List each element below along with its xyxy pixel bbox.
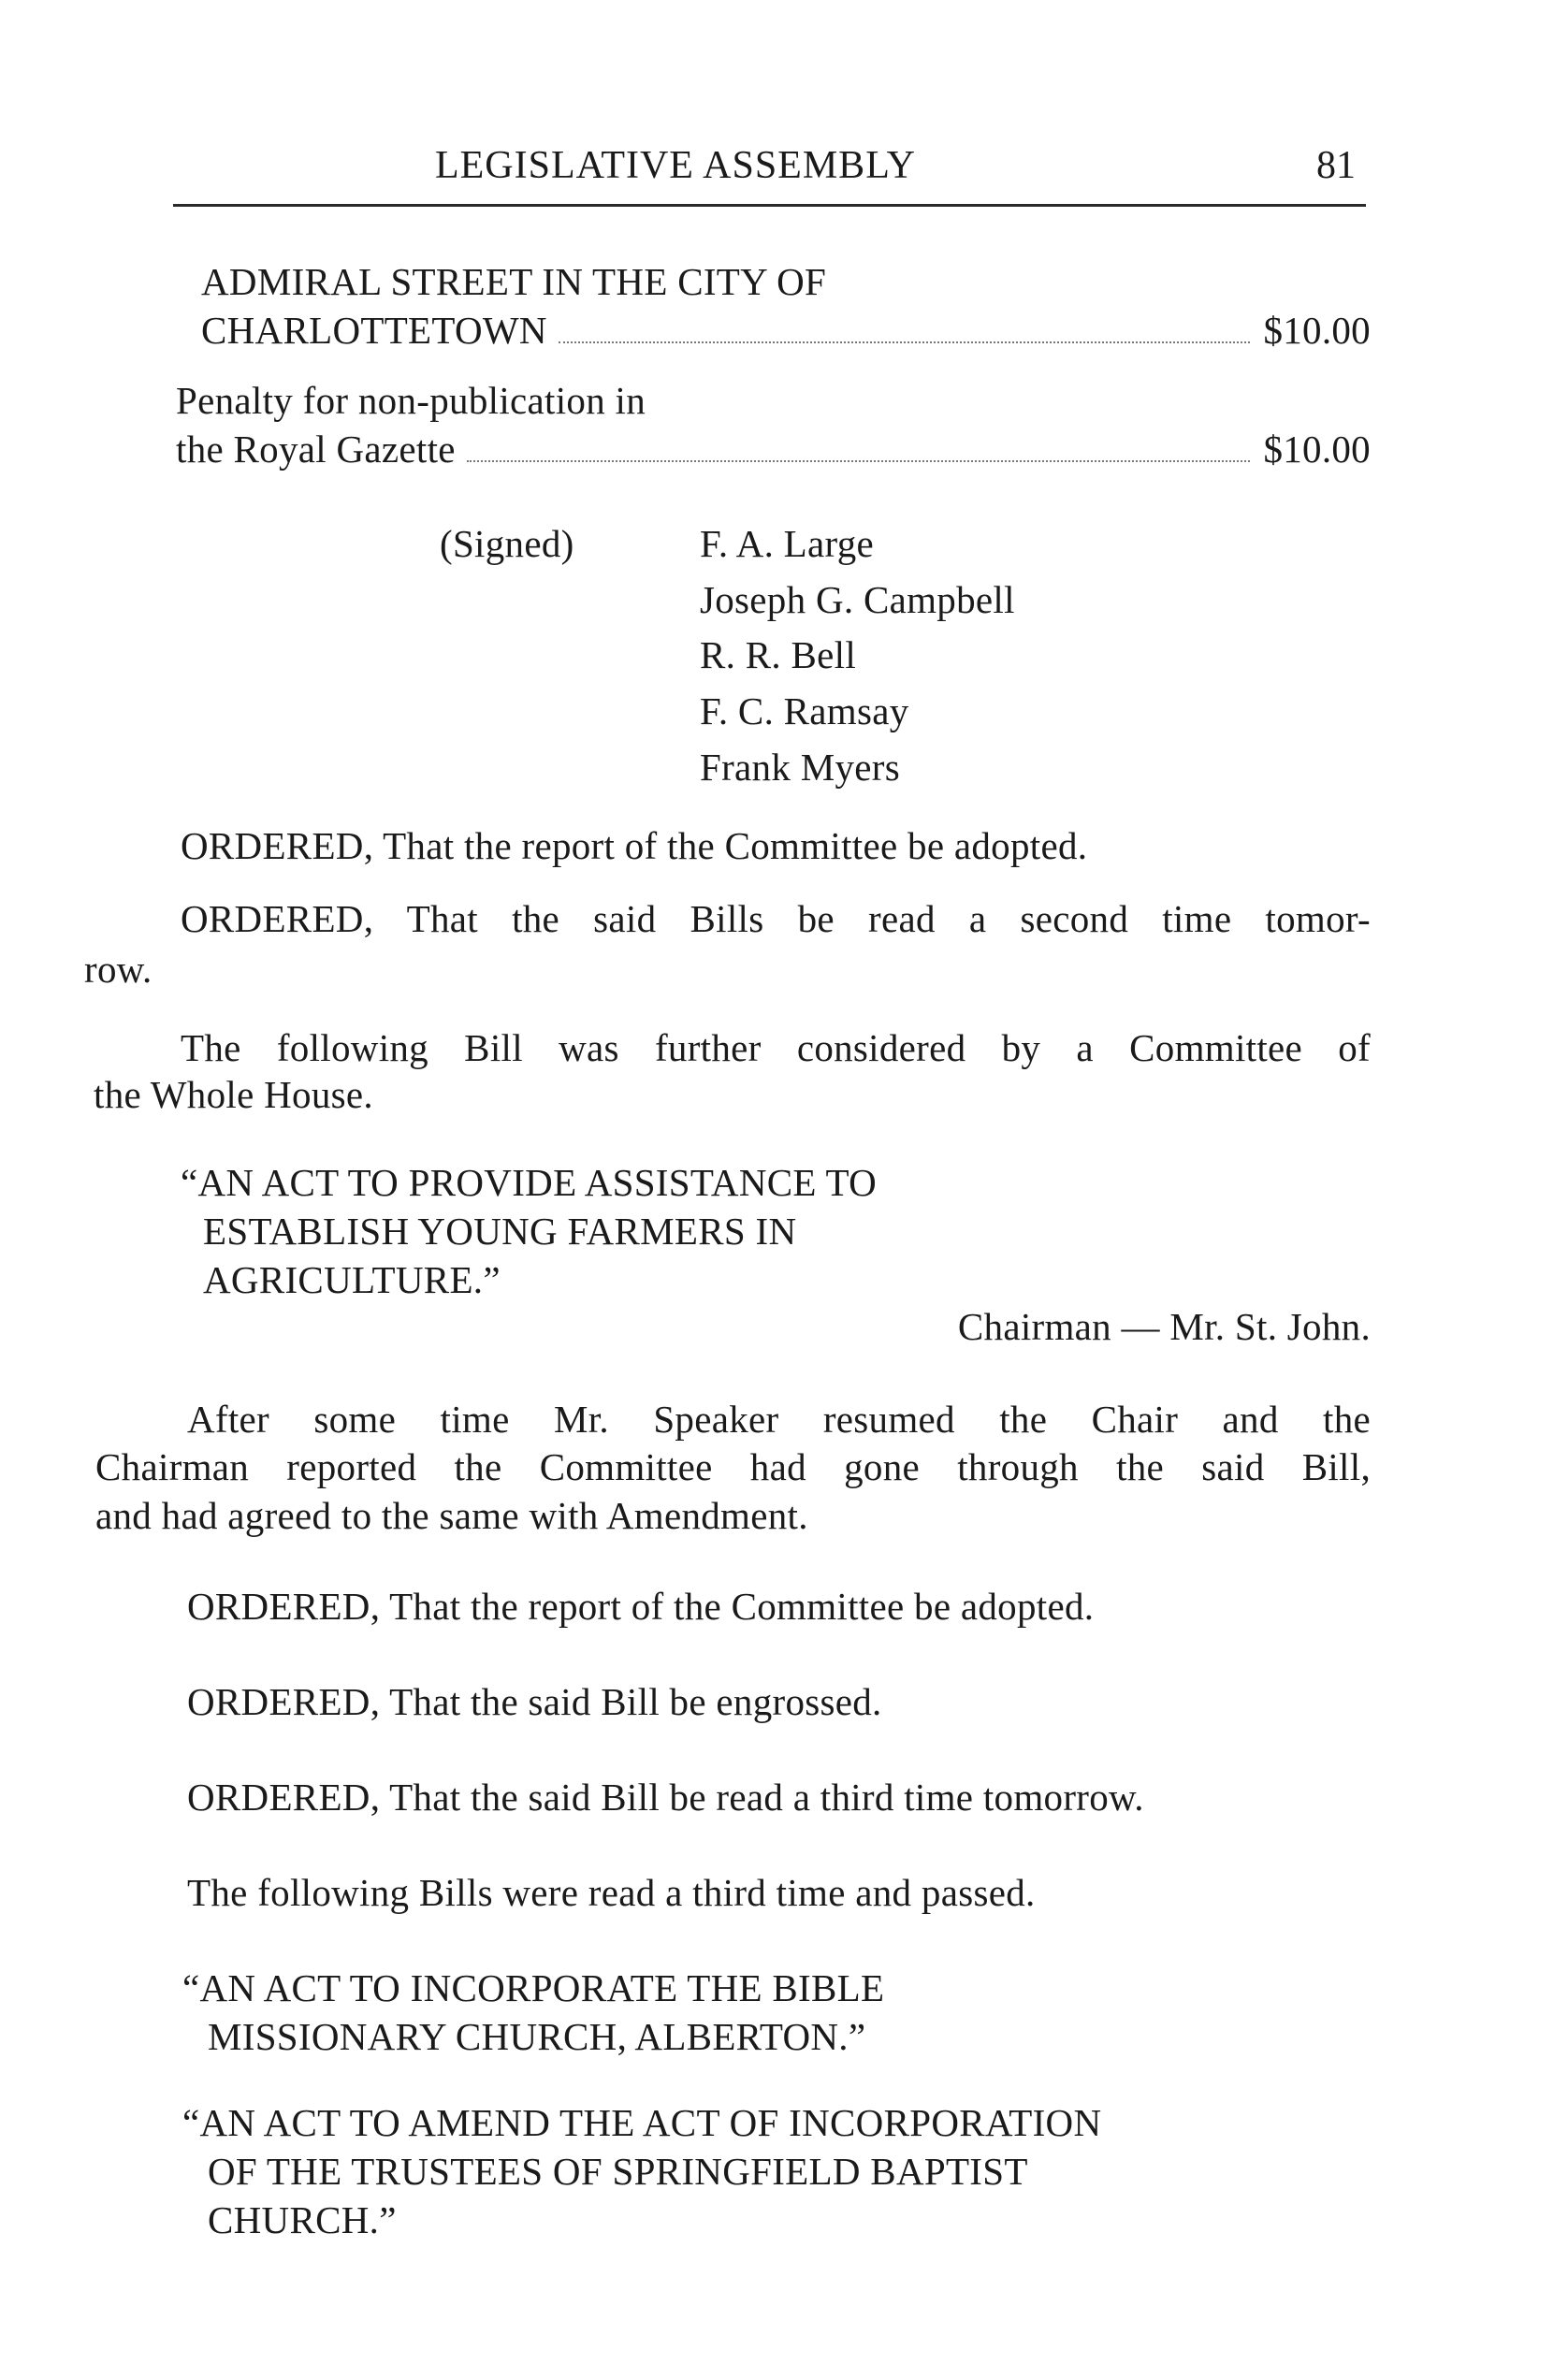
fee-item-2-amount: $10.00 bbox=[1263, 428, 1371, 471]
header-rule bbox=[173, 204, 1366, 207]
act-title-line: OF THE TRUSTEES OF SPRINGFIELD BAPTIST bbox=[208, 2150, 1028, 2193]
dot-leader bbox=[559, 341, 1251, 343]
after-time-line3: and had agreed to the same with Amendment. bbox=[95, 1494, 808, 1537]
committee-consideration-line1: The following Bill was further considered by a Committee of bbox=[181, 1026, 1371, 1069]
fee-item-1-line1: ADMIRAL STREET IN THE CITY OF bbox=[201, 260, 827, 303]
signed-label: (Signed) bbox=[440, 522, 574, 565]
ordered-report-adopted: ORDERED, That the report of the Committee be adopted. bbox=[187, 1585, 1095, 1628]
act-title-line: MISSIONARY CHURCH, ALBERTON.” bbox=[208, 2015, 866, 2058]
fee-item-1-row bbox=[201, 309, 1371, 352]
fee-item-2-line2: the Royal Gazette bbox=[176, 428, 456, 471]
ordered-third-reading: ORDERED, That the said Bill be read a third time tomorrow. bbox=[187, 1776, 1144, 1819]
act-title-line: AGRICULTURE.” bbox=[203, 1258, 501, 1301]
fee-item-1-line2: CHARLOTTETOWN bbox=[201, 309, 547, 352]
act-title-line: “AN ACT TO AMEND THE ACT OF INCORPORATION bbox=[182, 2101, 1102, 2144]
act-title-line: ESTABLISH YOUNG FARMERS IN bbox=[203, 1210, 797, 1253]
page-number: 81 bbox=[1316, 144, 1356, 187]
running-head-title: LEGISLATIVE ASSEMBLY bbox=[435, 144, 916, 187]
act-title-line: CHURCH.” bbox=[208, 2198, 397, 2241]
committee-chairman: Chairman — Mr. St. John. bbox=[957, 1305, 1371, 1348]
ordered-second-reading-line1: ORDERED, That the said Bills be read a second time tomor- bbox=[181, 897, 1371, 940]
fee-item-2-line1: Penalty for non-publication in bbox=[176, 379, 646, 422]
fee-item-1-amount: $10.00 bbox=[1263, 309, 1371, 352]
signatory-name: R. R. Bell bbox=[700, 633, 857, 676]
signatory-name: Frank Myers bbox=[700, 746, 900, 789]
ordered-report-adopted: ORDERED, That the report of the Committee be adopted. bbox=[181, 824, 1088, 867]
bills-passed-intro: The following Bills were read a third time and passed. bbox=[187, 1871, 1036, 1914]
ordered-engrossed: ORDERED, That the said Bill be engrossed. bbox=[187, 1680, 882, 1723]
after-time-line2: Chairman reported the Committee had gone through the said Bill, bbox=[95, 1445, 1371, 1488]
ordered-second-reading-line2: row. bbox=[84, 948, 152, 991]
act-title-line: “AN ACT TO INCORPORATE THE BIBLE bbox=[182, 1966, 885, 2009]
signatory-name: F. C. Ramsay bbox=[700, 689, 909, 732]
signatory-name: F. A. Large bbox=[700, 522, 875, 565]
act-title-line: “AN ACT TO PROVIDE ASSISTANCE TO bbox=[181, 1161, 878, 1204]
committee-consideration-line2: the Whole House. bbox=[94, 1073, 373, 1116]
signatory-name: Joseph G. Campbell bbox=[700, 578, 1015, 621]
dot-leader bbox=[467, 460, 1251, 462]
after-time-line1: After some time Mr. Speaker resumed the Chair and the bbox=[187, 1398, 1371, 1441]
fee-item-2-row bbox=[176, 430, 1371, 471]
